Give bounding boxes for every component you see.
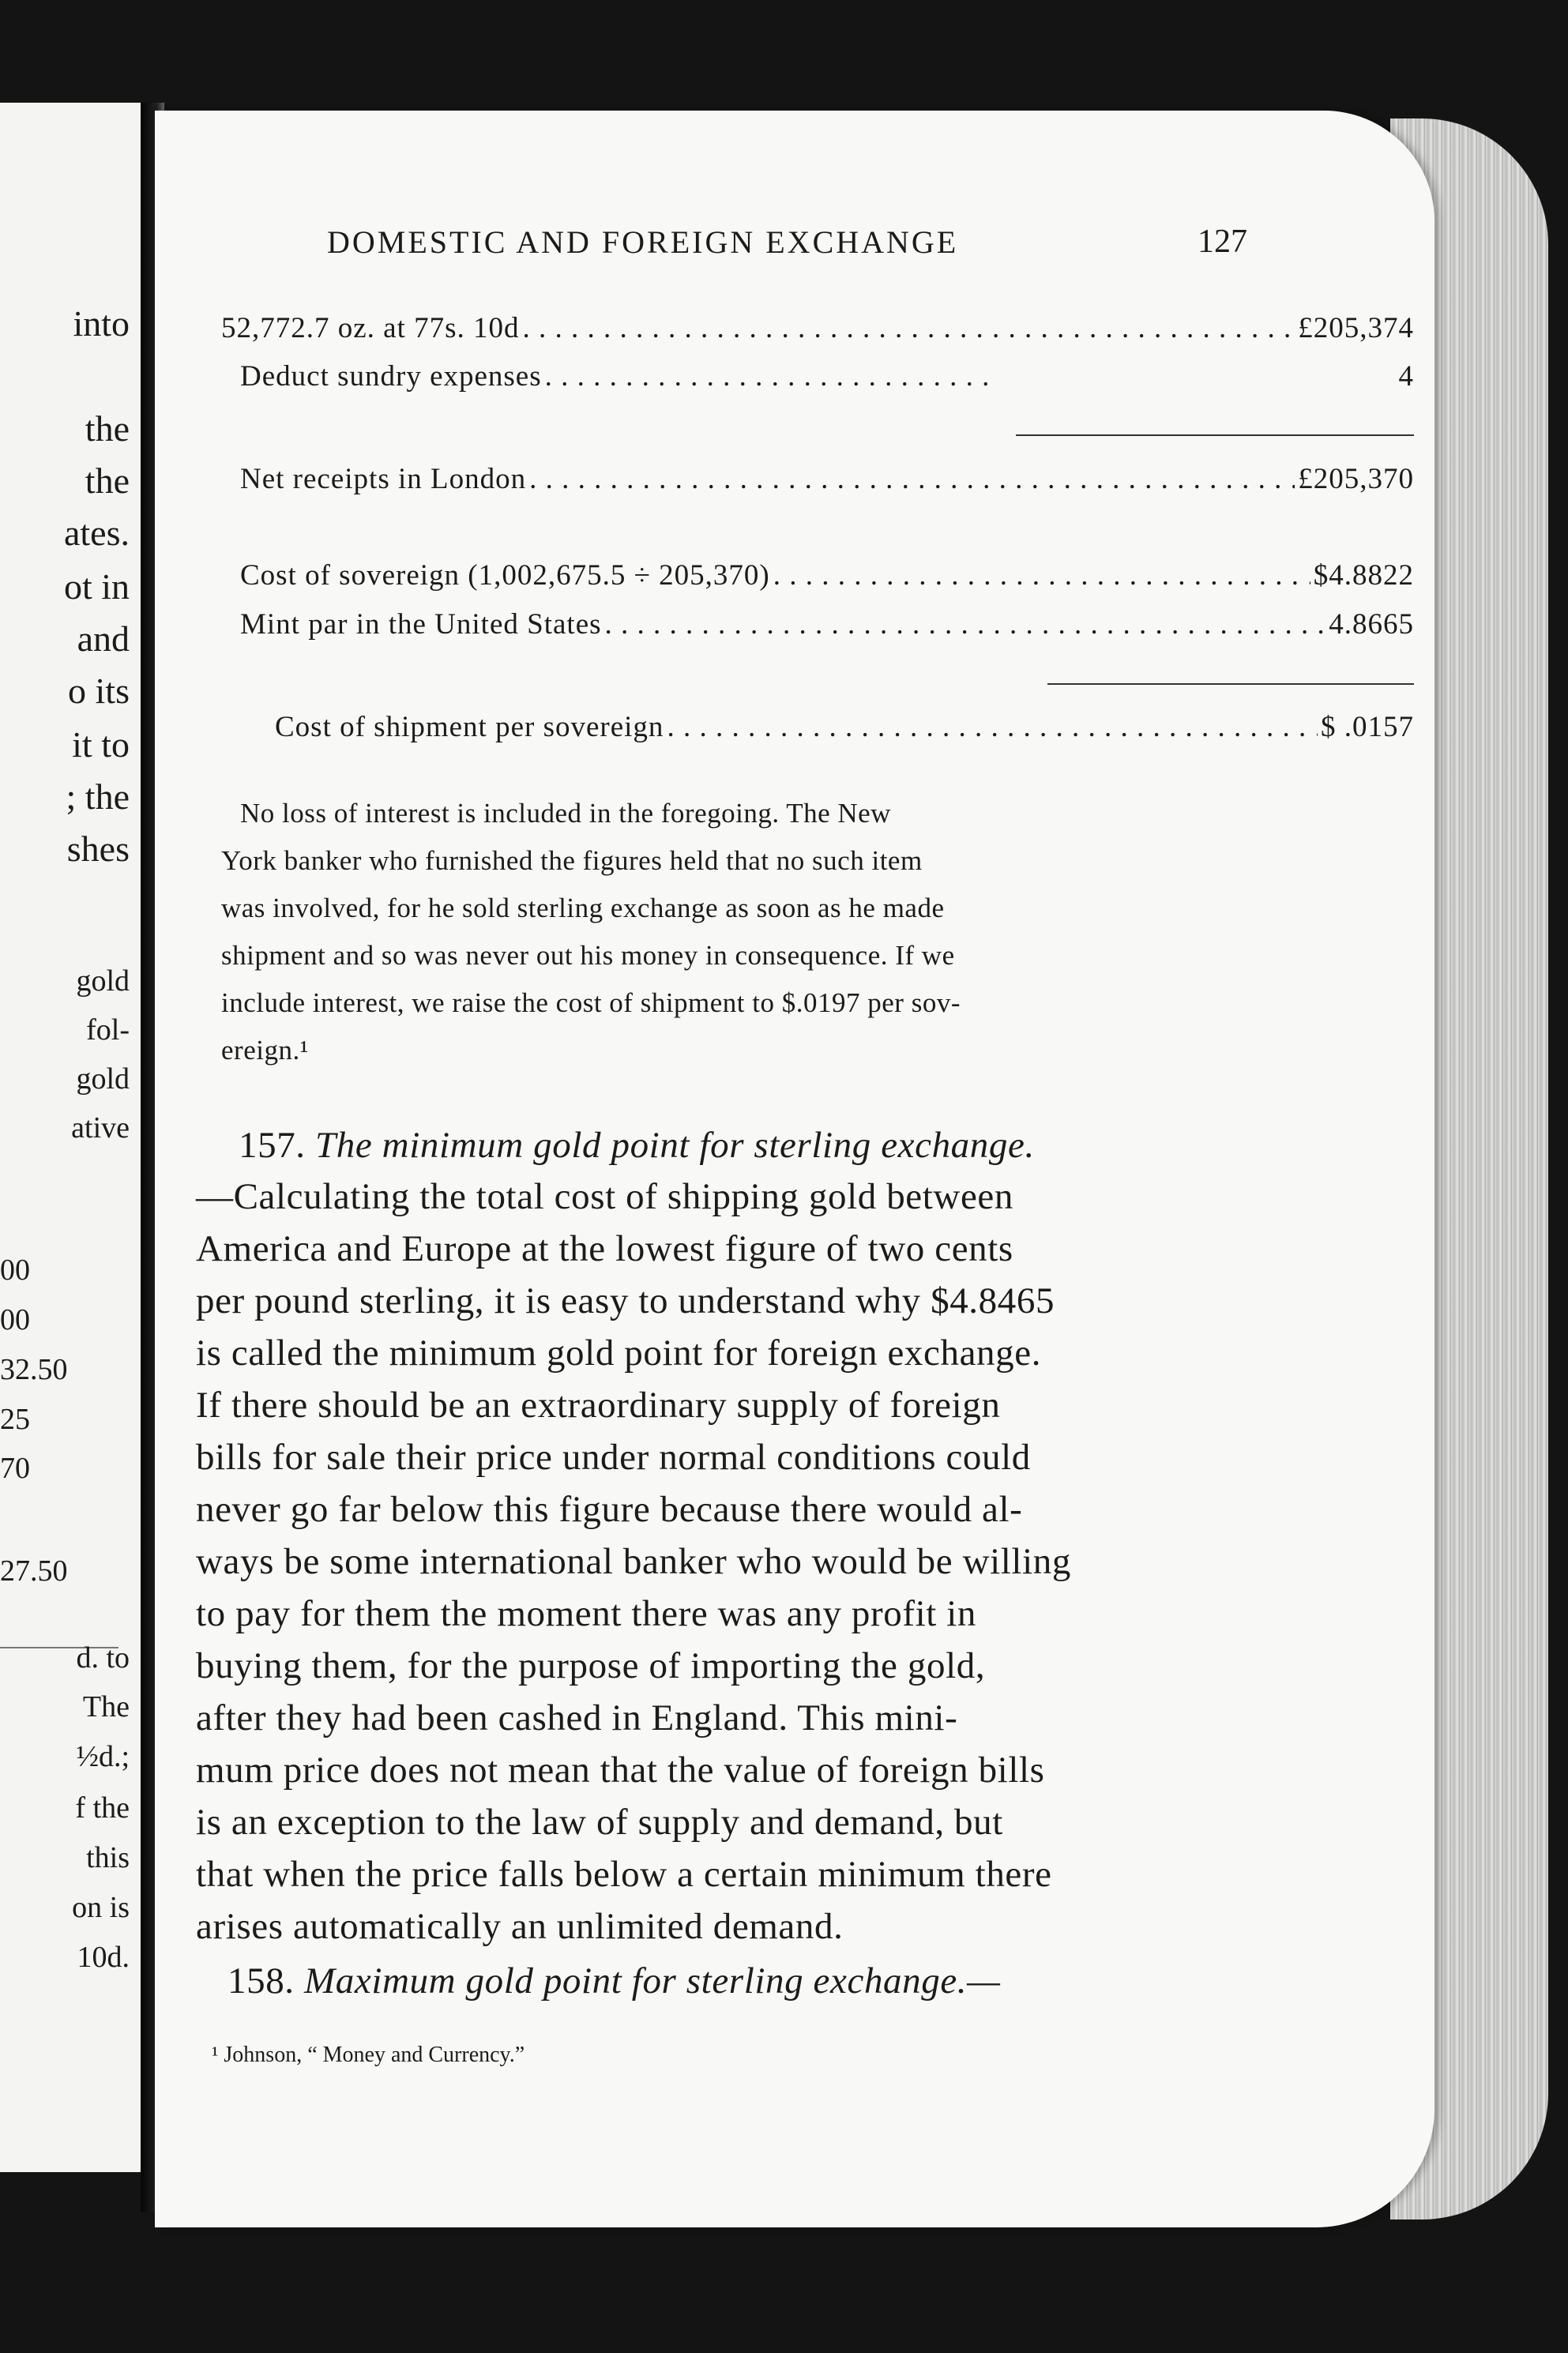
note-line: was involved, for he sold sterling exchange as soon as he made [221,893,945,923]
leader-dots [529,464,1295,494]
section-title: Maximum gold point for sterling exchange.— [304,1960,1001,2002]
left-line: ½d.; [76,1740,130,1773]
row-label: Deduct sundry expenses [240,360,542,393]
body-line: buying them, for the purpose of importing the gold, [196,1645,986,1686]
sum-rule [1016,434,1414,436]
table-row [221,314,1414,343]
row-label: Mint par in the United States [240,608,602,641]
left-line: ative [71,1111,130,1145]
leader-dots [523,314,1295,343]
leader-dots [545,362,995,391]
left-line: 00 [0,1254,30,1287]
left-line: ot in [63,566,130,607]
row-value: $4.8822 [1313,559,1414,592]
left-line: into [73,303,130,344]
note-line: ereign.¹ [221,1035,309,1066]
facing-page-fragment [0,103,144,2172]
body-line: after they had been cashed in England. This mini- [196,1697,958,1738]
body-line: is an exception to the law of supply and demand, but [196,1802,1003,1843]
left-line: fol- [86,1013,130,1047]
left-line: gold [76,964,130,998]
section-title: The minimum gold point for sterling exchange. [315,1125,1035,1166]
row-value: £205,370 [1298,463,1414,495]
section-heading [227,1960,1001,2002]
body-line: bills for sale their price under normal conditions could [196,1437,1031,1478]
note-line: No loss of interest is included in the foregoing. The New [240,798,891,829]
row-value: 4.8665 [1329,608,1414,641]
body-line: America and Europe at the lowest figure of two cents [196,1228,1013,1269]
body-line: ways be some international banker who would be willing [196,1541,1071,1582]
row-value: £205,374 [1298,312,1414,344]
left-line: 27.50 [0,1554,68,1588]
left-line: the [85,408,130,449]
body-line: arises automatically an unlimited demand. [196,1906,844,1947]
left-line: shes [66,829,130,869]
note-line: shipment and so was never out his money in consequence. If we [221,940,955,971]
leader-dots [605,610,1326,639]
row-label: Net receipts in London [240,463,527,495]
left-line: on is [72,1891,130,1924]
sum-rule [1047,683,1414,685]
footnote: ¹ Johnson, “ Money and Currency.” [212,2043,525,2067]
body-line: never go far below this figure because there would al- [196,1489,1023,1530]
left-line: d. to [76,1641,130,1675]
body-line: If there should be an extraordinary supply of foreign [196,1385,1001,1426]
row-value: 4 [1398,360,1414,393]
row-value: $ .0157 [1321,711,1414,743]
left-line: ; the [66,776,130,817]
section-heading [239,1127,1035,1164]
table-row [240,464,1414,494]
body-line: —Calculating the total cost of shipping gold between [196,1176,1013,1217]
left-line: ates. [63,513,130,553]
left-line: 25 [0,1403,30,1436]
table-row [240,610,1414,639]
running-title: DOMESTIC AND FOREIGN EXCHANGE [327,224,959,260]
row-label: 52,772.7 oz. at 77s. 10d [221,312,520,344]
row-label: Cost of sovereign (1,002,675.5 ÷ 205,370) [240,559,770,592]
body-line: is called the minimum gold point for foreign exchange. [196,1332,1042,1374]
table-row [240,362,1414,391]
left-line: the [85,460,130,501]
page-number: 127 [1198,224,1247,260]
left-line: The [82,1690,130,1723]
left-line: gold [76,1062,130,1096]
left-line: it to [72,724,130,765]
left-line: 00 [0,1303,30,1336]
leader-dots [667,712,1318,742]
left-line: 70 [0,1452,30,1485]
body-line: that when the price falls below a certain minimum there [196,1854,1052,1895]
note-line: York banker who furnished the figures held that no such item [221,845,923,876]
section-number: 157. [239,1125,306,1166]
row-label: Cost of shipment per sovereign [275,711,664,743]
body-line: per pound sterling, it is easy to understand why $4.8465 [196,1280,1055,1321]
left-line: 10d. [77,1941,130,1974]
leader-dots [773,561,1310,590]
table-row [275,712,1414,742]
table-row [240,561,1414,590]
book-page [155,111,1435,2227]
note-line: include interest, we raise the cost of shipment to $.0197 per sov- [221,987,961,1018]
body-line: to pay for them the moment there was any profit in [196,1593,977,1634]
body-line: mum price does not mean that the value of foreign bills [196,1750,1045,1791]
section-number: 158. [227,1960,295,2002]
left-line: o its [68,671,130,711]
left-line: f the [75,1791,130,1825]
left-line: and [77,618,130,659]
left-line: this [86,1841,130,1874]
left-line: 32.50 [0,1353,68,1386]
